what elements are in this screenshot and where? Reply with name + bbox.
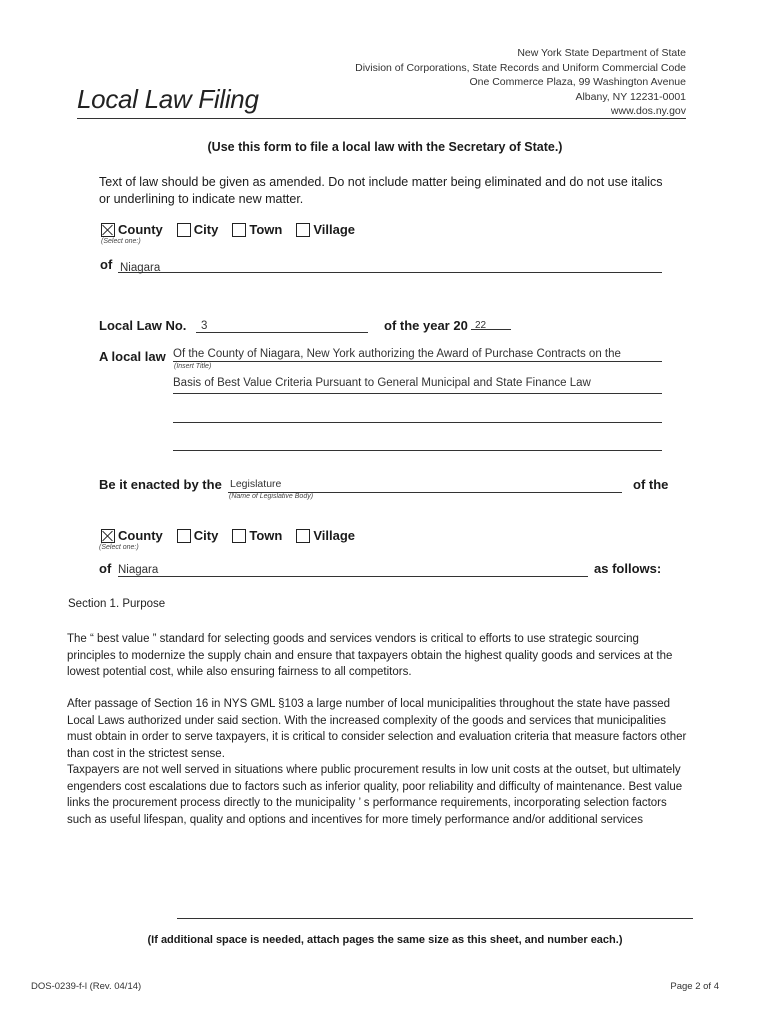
- option-village-1[interactable]: Village: [296, 222, 355, 237]
- legislative-body-hint: (Name of Legislative Body): [229, 493, 314, 500]
- checkbox-icon[interactable]: [177, 529, 191, 543]
- checkbox-checked-icon[interactable]: [101, 223, 115, 237]
- option-town-2[interactable]: Town: [232, 528, 282, 543]
- body-paragraph-3: Taxpayers are not well served in situations where public procurement results in low unit costs at the outset, but ultimately engenders cost escalations due to factors such as inferior quality, poor reliability and difficulty of maintenance. Best value links the procurement process directly to the municipality ’ s performance requirements, incorporating selection factors such as useful lifespan, quality and options and incentives for more timely performance and/or additional services: [67, 764, 683, 826]
- option-city-2[interactable]: City: [177, 528, 219, 543]
- law-title-field-line-4[interactable]: [173, 436, 662, 451]
- year-label: of the year 20: [384, 318, 468, 333]
- section-heading: Section 1. Purpose: [68, 598, 166, 610]
- agency-street: One Commerce Plaza, 99 Washington Avenue: [469, 76, 686, 88]
- option-county-1[interactable]: County: [101, 222, 163, 237]
- checkbox-icon[interactable]: [296, 529, 310, 543]
- insert-title-hint: (Insert Title): [174, 363, 212, 370]
- agency-website: www.dos.ny.gov: [610, 105, 686, 117]
- municipality-name-1: Niagara: [120, 262, 161, 274]
- of-the-label: of the: [633, 477, 669, 492]
- municipality-name-field-1[interactable]: [118, 258, 662, 273]
- page-number: Page 2 of 4: [670, 981, 719, 992]
- law-title-field-line-2[interactable]: [173, 373, 662, 394]
- intro-text: Text of law should be given as amended. Do not include matter being eliminated and do not use italics or underlining to indicate new matter.: [99, 175, 663, 206]
- legislative-body-value: Legislature: [230, 478, 282, 490]
- checkbox-icon[interactable]: [177, 223, 191, 237]
- form-title: Local Law Filing: [77, 84, 259, 114]
- additional-space-note: (If additional space is needed, attach pages the same size as this sheet, and number each.): [147, 934, 623, 946]
- as-follows-label: as follows:: [594, 561, 662, 576]
- header-divider: [77, 118, 686, 119]
- option-county-2[interactable]: County: [101, 528, 163, 543]
- body-paragraph-2: After passage of Section 16 in NYS GML §103 a large number of local municipalities throughout the state have passed Local Laws authorized under said section. With the increased complexity of the goods and services that municipalities must obtain in order to serve taxpayers, it is critical to consider selection and evaluation criteria that measure factors other than cost in the strictest sense.: [67, 698, 687, 760]
- agency-address: [355, 46, 686, 119]
- municipality-type-group-2: [101, 528, 355, 543]
- year-value: 22: [475, 320, 487, 331]
- form-instruction: (Use this form to file a local law with the Secretary of State.): [207, 140, 563, 154]
- checkbox-checked-icon[interactable]: [101, 529, 115, 543]
- agency-city: Albany, NY 12231-0001: [575, 90, 686, 103]
- of-label-1: of: [100, 257, 113, 272]
- checkbox-icon[interactable]: [296, 223, 310, 237]
- law-title-line-2: Basis of Best Value Criteria Pursuant to General Municipal and State Finance Law: [173, 377, 591, 389]
- option-village-2[interactable]: Village: [296, 528, 355, 543]
- agency-division: Division of Corporations, State Records and Uniform Commercial Code: [355, 61, 686, 74]
- select-one-hint-2: (Select one:): [99, 544, 139, 551]
- year-field[interactable]: [471, 315, 511, 330]
- law-title-line-1: Of the County of Niagara, New York authorizing the Award of Purchase Contracts on the: [173, 348, 621, 360]
- form-id: DOS-0239-f-l (Rev. 04/14): [31, 981, 142, 992]
- option-city-1[interactable]: City: [177, 222, 219, 237]
- enacted-label: Be it enacted by the: [99, 477, 222, 492]
- signature-divider: [177, 904, 693, 919]
- agency-name: New York State Department of State: [517, 47, 686, 59]
- body-paragraph-1: The “ best value ” standard for selecting goods and services vendors is critical to efforts to use strategic sourcing principles to modernize the supply chain and ensure that taxpayers obtain the highest quality goods and services at the lowest potential cost, while also ensuring fairness to all competitors.: [67, 633, 673, 678]
- legislative-body-field[interactable]: [228, 474, 622, 493]
- checkbox-icon[interactable]: [232, 529, 246, 543]
- local-law-no-field[interactable]: [196, 316, 368, 333]
- checkbox-icon[interactable]: [232, 223, 246, 237]
- a-local-law-label: A local law: [99, 349, 166, 364]
- municipality-name-field-2[interactable]: [118, 560, 588, 577]
- municipality-type-group-1: [101, 222, 355, 237]
- law-title-field-line-1[interactable]: [173, 344, 662, 362]
- local-law-no-label: Local Law No.: [99, 318, 187, 333]
- law-title-field-line-3[interactable]: [173, 408, 662, 423]
- municipality-name-2: Niagara: [118, 564, 159, 576]
- of-label-2: of: [99, 561, 112, 576]
- local-law-no-value: 3: [201, 320, 208, 332]
- select-one-hint-1: (Select one:): [101, 238, 141, 245]
- option-town-1[interactable]: Town: [232, 222, 282, 237]
